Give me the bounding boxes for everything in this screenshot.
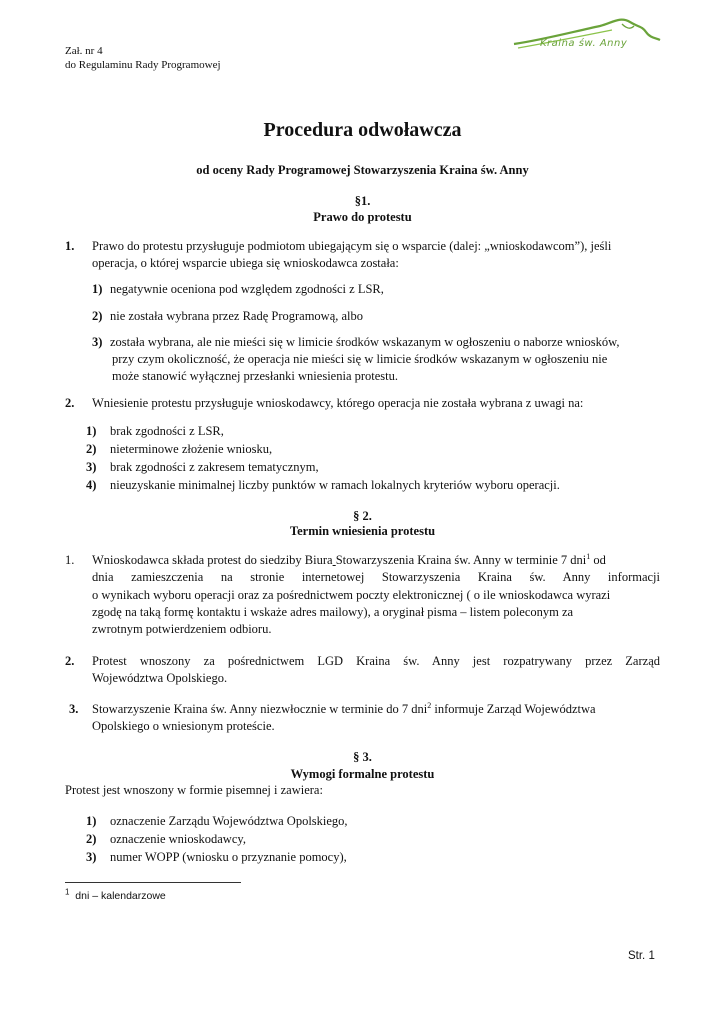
s1-item2-number: 2): [92, 309, 103, 323]
s1-reason1-number: 1): [86, 424, 97, 438]
s1-p1-number: 1.: [65, 239, 75, 253]
s1-item3-line2: przy czym okoliczność, że operacja nie mieści się w limicie środków wskazanym w ogłoszeniu nie: [112, 352, 608, 366]
section1-number: §1.: [354, 194, 371, 208]
document-subtitle: od oceny Rady Programowej Stowarzyszenia Kraina św. Anny: [196, 163, 529, 177]
s1-p1-line1: Prawo do protestu przysługuje podmiotom ubiegającym się o wsparcie (dalej: „wnioskodawcom”), jeśli: [92, 239, 612, 253]
footnote-text: dni – kalendarzowe: [75, 890, 166, 902]
s1-item3-line3: może stanowić wyłącznej przesłanki wniesienia protestu.: [112, 369, 399, 383]
footnote-mark: 1: [65, 887, 70, 897]
section3-number: § 3.: [353, 750, 372, 764]
s2-p3-line1a: Stowarzyszenie Kraina św. Anny niezwłocznie w terminie do 7 dni: [92, 702, 428, 716]
s3-item1-text: oznaczenie Zarządu Województwa Opolskiego,: [110, 814, 348, 828]
s3-item3-text: numer WOPP (wniosku o przyznanie pomocy),: [110, 850, 347, 864]
s3-item2-text: oznaczenie wnioskodawcy,: [110, 832, 246, 846]
s1-item1-number: 1): [92, 282, 103, 296]
s1-item3-line1: została wybrana, ale nie mieści się w limicie środków wskazanym w ogłoszeniu o naborze wniosków,: [110, 335, 620, 349]
s2-p1-line1c: od: [590, 553, 606, 567]
s2-p1-line2: dnia zamieszczenia na stronie internetowej Stowarzyszenia Kraina św. Anny informacji: [92, 570, 660, 584]
section1-heading: Prawo do protestu: [313, 210, 412, 224]
s2-p1-line1: [92, 552, 660, 570]
s2-p1-line3: o wynikach wyboru operacji oraz za pośrednictwem poczty elektronicznej ( o ile wnioskodawca wyrazi: [92, 588, 611, 602]
attachment-header: [65, 44, 221, 72]
s2-p3-line1b: informuje Zarząd Województwa: [431, 702, 596, 716]
s2-p1-number: 1.: [65, 553, 75, 567]
s1-p1-line2: operacja, o której wsparcie ubiega się wnioskodawca została:: [92, 256, 399, 270]
s1-reason4-text: nieuzyskanie minimalnej liczby punktów w ramach lokalnych kryteriów wyboru operacji.: [110, 478, 560, 492]
kraina-logo-icon: [512, 14, 662, 60]
section3-heading: Wymogi formalne protestu: [290, 767, 435, 781]
section2-number: § 2.: [353, 509, 372, 523]
s3-item2-number: 2): [86, 832, 97, 846]
s1-item1-text: negatywnie oceniona pod względem zgodności z LSR,: [110, 282, 384, 296]
s2-p3-line2: Opolskiego o wniesionym proteście.: [92, 719, 275, 733]
s1-reason2-number: 2): [86, 442, 97, 456]
s1-p2-text: Wniesienie protestu przysługuje wnioskodawcy, którego operacja nie została wybrana z uwagi na:: [92, 396, 584, 410]
document-title: Procedura odwoławcza: [263, 119, 462, 141]
footnote: [65, 887, 166, 902]
s2-p3-number: 3.: [69, 702, 79, 716]
s1-reason3-text: brak zgodności z zakresem tematycznym,: [110, 460, 319, 474]
attachment-regulation: do Regulaminu Rady Programowej: [65, 59, 221, 71]
s1-reason4-number: 4): [86, 478, 97, 492]
s2-p1-line1b: Stowarzyszenia Kraina św. Anny w terminie 7 dni: [335, 553, 587, 567]
s2-p3-line1: [92, 701, 660, 719]
s2-p2-line1: Protest wnoszony za pośrednictwem LGD Kraina św. Anny jest rozpatrywany przez Zarząd: [92, 654, 660, 668]
page-number: Str. 1: [628, 950, 655, 962]
attachment-number: Zał. nr 4: [65, 45, 103, 57]
logo-text: Kraina św. Anny: [540, 38, 628, 49]
s1-item3-number: 3): [92, 335, 103, 349]
s3-item3-number: 3): [86, 850, 97, 864]
s2-p1-line4: zgodę na taką formę kontaktu i wskaże adres mailowy), a oryginał pisma – listem poleconym za: [92, 605, 574, 619]
section2-heading: Termin wniesienia protestu: [289, 524, 436, 538]
s2-p1-line5: zwrotnym potwierdzeniem odbioru.: [92, 622, 272, 636]
footnote-divider: [65, 882, 241, 883]
s1-reason1-text: brak zgodności z LSR,: [110, 424, 224, 438]
footnote-ref-2: 2: [427, 700, 432, 710]
s1-item2-text: nie została wybrana przez Radę Programową, albo: [110, 309, 364, 323]
s3-intro: Protest jest wnoszony w formie pisemnej i zawiera:: [65, 783, 323, 797]
s2-p2-line2: Województwa Opolskiego.: [92, 671, 228, 685]
s1-reason3-number: 3): [86, 460, 97, 474]
s2-p2-number: 2.: [65, 654, 75, 668]
s3-item1-number: 1): [86, 814, 97, 828]
s2-p1-line1a: Wnioskodawca składa protest do siedziby Biura: [92, 553, 333, 567]
footnote-ref-1: 1: [586, 551, 591, 561]
s1-p2-number: 2.: [65, 396, 75, 410]
s1-reason2-text: nieterminowe złożenie wniosku,: [110, 442, 273, 456]
